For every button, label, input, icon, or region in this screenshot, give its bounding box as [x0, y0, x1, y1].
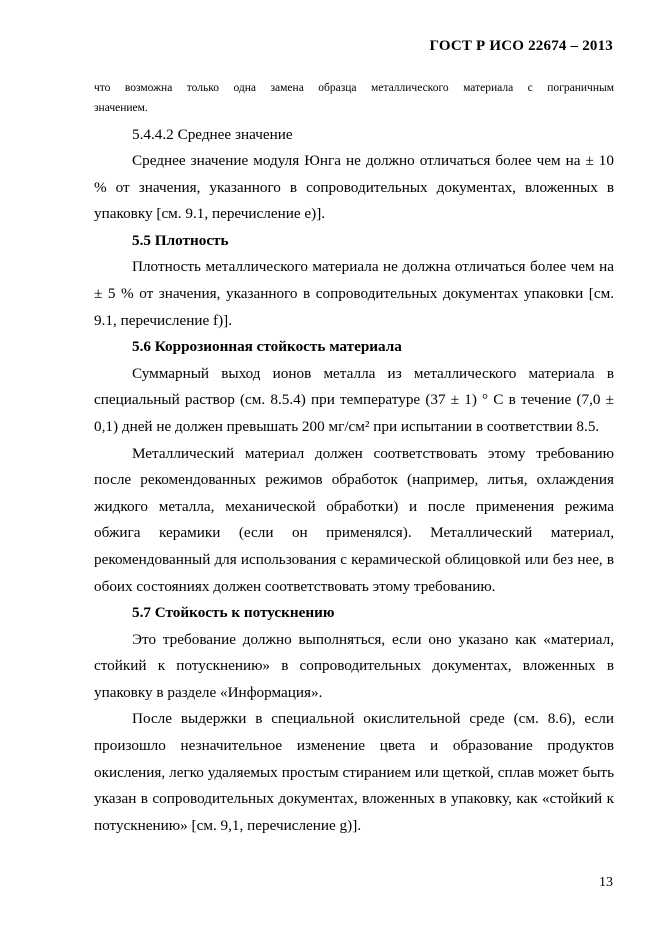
- intro-line-1: что возможна только одна замена образца металлического материала с пограничным: [94, 82, 614, 94]
- intro-paragraph: [94, 78, 614, 118]
- paragraph-5-4-4-2: Среднее значение модуля Юнга не должно отличаться более чем на ± 10 % от значения, указанного в сопроводительных документах, вложенных в упаковку [см. 9.1, перечисление е)].: [94, 152, 614, 223]
- paragraph-5-7-2: После выдержки в специальной окислительной среде (см. 8.6), если произошло незначительное изменение цвета и образование продуктов окисления, легко удаляемых простым стиранием или щеткой, сплав может быть указан в сопроводительных документах, вложенных в упаковку, как «стойкий к потускнению» [см. 9,1, перечисление g)].: [94, 710, 614, 834]
- paragraph-5-5: Плотность металлического материала не должна отличаться более чем на ± 5 % от значения, указанного в сопроводительных документах упаковки [см. 9.1, перечисление f)].: [94, 258, 614, 329]
- intro-line-2: значением.: [94, 102, 148, 114]
- paragraph-5-6-1: Суммарный выход ионов металла из металлического материала в специальный раствор (см. 8.5.4) при температуре (37 ± 1) ° С в течение (7,0 ± 0,1) дней не должен превышать 200 мг/см² при испытании в соответствии 8.5.: [94, 364, 614, 435]
- document-header: ГОСТ Р ИСО 22674 – 2013: [429, 38, 613, 54]
- section-title-5-7: 5.7 Стойкость к потускнению: [132, 604, 335, 622]
- page-number: 13: [599, 875, 613, 890]
- paragraph-5-7-1: Это требование должно выполняться, если оно указано как «материал, стойкий к потускнению» в сопроводительных документах, вложенных в упаковку в разделе «Информация».: [94, 630, 614, 701]
- page-content: [94, 78, 614, 839]
- subsection-title-5-4-4-2: 5.4.4.2 Среднее значение: [132, 126, 293, 143]
- paragraph-5-6-2: Металлический материал должен соответствовать этому требованию после рекомендованных режимов обработок (например, литья, охлаждения жидкого металла, механической обработки) и после применения режима обжига керамики (если он применялся). Металлический материал, рекомендованный для использования с керамической облицовкой или без нее, в обоих состояниях должен соответствовать этому требованию.: [94, 444, 614, 595]
- section-title-5-5: 5.5 Плотность: [132, 231, 229, 249]
- section-title-5-6: 5.6 Коррозионная стойкость материала: [132, 338, 402, 356]
